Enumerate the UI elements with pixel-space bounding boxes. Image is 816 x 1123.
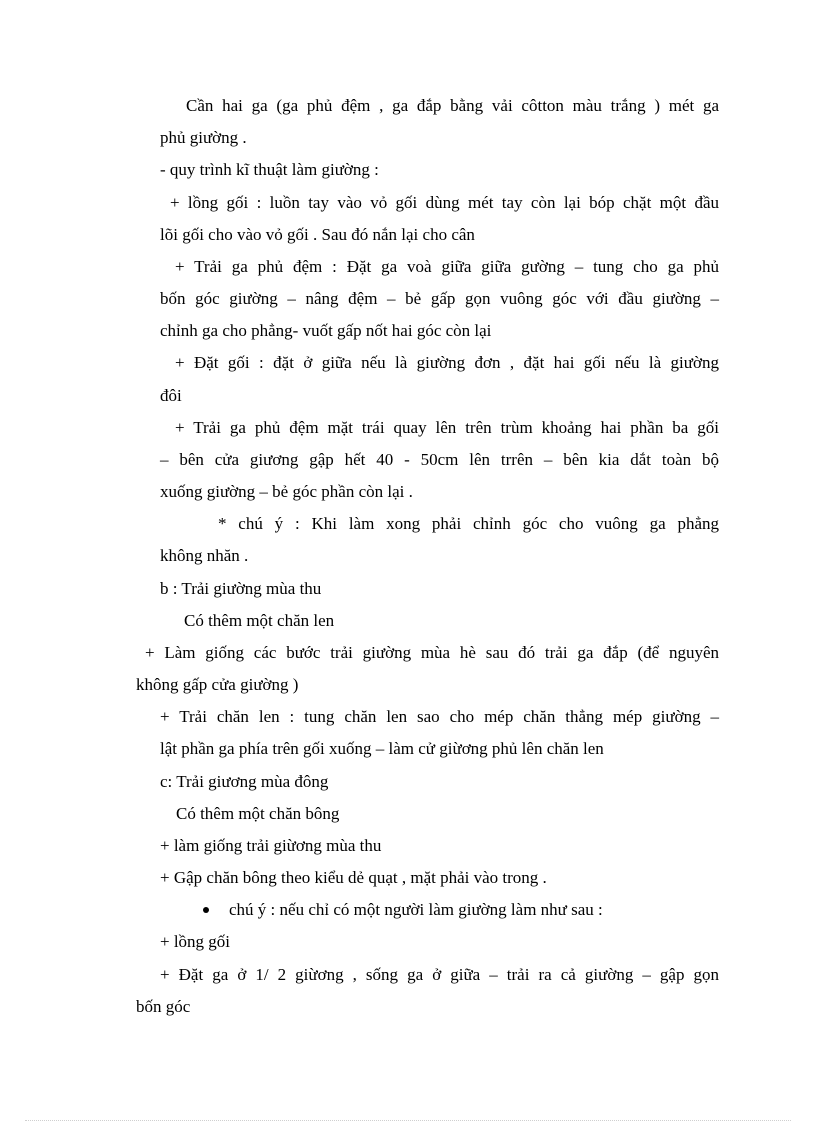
text-line: - quy trình kĩ thuật làm giường : (160, 160, 379, 179)
text-line: bốn góc (136, 997, 191, 1016)
text-line: chú ý : nếu chỉ có một người làm giường làm như sau : (229, 900, 603, 919)
text-line: b : Trải giường mùa thu (160, 579, 322, 598)
text-line: + lồng gối (160, 932, 231, 951)
text-line: xuống giường – bẻ góc phần còn lại . (160, 482, 413, 501)
text-line: * chú ý : Khi làm xong phải chỉnh góc cho vuông ga phẳng (218, 514, 719, 533)
text-line: + Trải ga phủ đệm : Đặt ga voà giữa giữa gường – tung cho ga phủ (175, 257, 719, 276)
text-line: + Đặt ga ở 1/ 2 giừơng , sống ga ở giữa – trải ra cả giường – gập gọn (160, 965, 719, 984)
bullet-icon (203, 907, 209, 913)
text-line: Có thêm một chăn len (184, 611, 335, 630)
text-line: + lồng gối : luồn tay vào vỏ gối dùng mét tay còn lại bóp chặt một đầu (170, 193, 719, 212)
text-line: – bên cửa giương gập hết 40 - 50cm lên trrên – bên kia dắt toàn bộ (160, 450, 719, 469)
text-line: + Trải chăn len : tung chăn len sao cho mép chăn thẳng mép giường – (160, 707, 719, 726)
text-line: + làm giống trải giừơng mùa thu (160, 836, 382, 855)
text-line: + Làm giống các bước trải giường mùa hè sau đó trải ga đắp (để nguyên (145, 643, 719, 662)
text-line: Có thêm một chăn bông (176, 804, 340, 823)
text-line: lật phần ga phía trên gối xuống – làm cử giừơng phủ lên chăn len (160, 739, 604, 758)
text-line: + Đặt gối : đặt ở giữa nếu là giường đơn , đặt hai gối nếu là giường (175, 353, 719, 372)
text-line: đôi (160, 386, 182, 405)
text-line: + Trải ga phủ đệm mặt trái quay lên trên trùm khoảng hai phần ba gối (175, 418, 719, 437)
text-line: chỉnh ga cho phẳng- vuốt gấp nốt hai góc còn lại (160, 321, 492, 340)
text-line: c: Trải giương mùa đông (160, 772, 329, 791)
text-line: bốn góc giường – nâng đệm – bẻ gấp gọn vuông góc với đầu giường – (160, 289, 719, 308)
text-line: + Gập chăn bông theo kiểu dẻ quạt , mặt phải vào trong . (160, 868, 547, 887)
text-line: lõi gối cho vào vỏ gối . Sau đó nắn lại cho cân (160, 225, 475, 244)
text-line: Cần hai ga (ga phủ đệm , ga đắp bằng vải côtton màu trắng ) mét ga (186, 96, 719, 115)
text-line: không gấp cửa giường ) (136, 675, 299, 694)
text-line: phủ giường . (160, 128, 247, 147)
text-line: không nhăn . (160, 546, 249, 565)
page-edge-divider (25, 1120, 791, 1121)
